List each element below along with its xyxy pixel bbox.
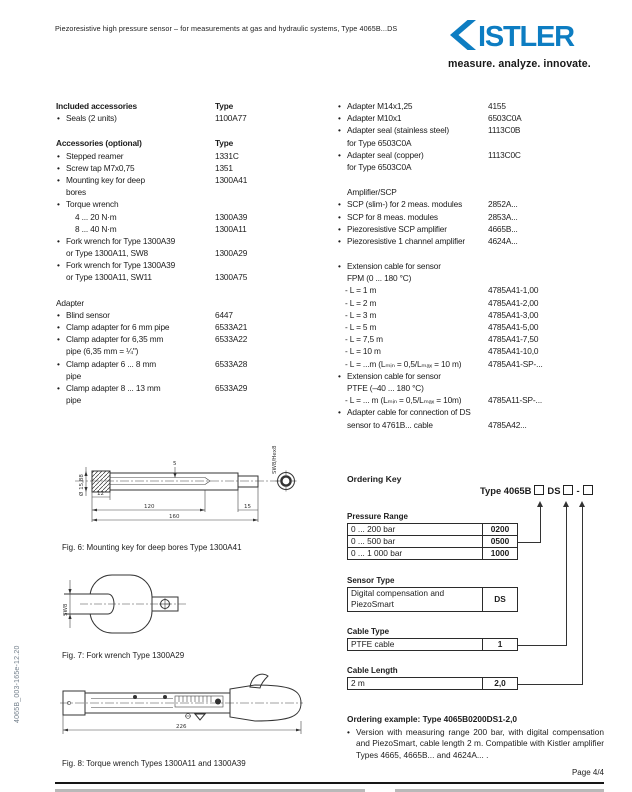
item-text: PTFE (–40 ... 180 °C)	[347, 382, 424, 393]
item-line	[338, 284, 612, 296]
logo-tagline: measure. analyze. innovate.	[448, 58, 591, 70]
type-code: 4624A...	[488, 235, 518, 246]
list-item	[338, 100, 612, 112]
bullet-icon: •	[57, 358, 60, 369]
document-title: Piezoresistive high pressure sensor – for measurements at gas and hydraulic systems, Type 4065B...DS	[55, 24, 398, 33]
ordering-key	[337, 472, 612, 704]
cable-type-group	[347, 627, 547, 651]
figure-6-caption: Fig. 6: Mounting key for deep bores Type 1300A41	[62, 543, 242, 552]
bullet-icon: •	[338, 113, 341, 124]
bullet-icon: •	[57, 382, 60, 393]
item-line	[338, 272, 612, 284]
section-title: Included accessories	[56, 101, 137, 111]
item-line	[55, 211, 320, 223]
footer-fine-print-cropped	[395, 789, 604, 792]
svg-text:SW8: SW8	[63, 603, 69, 616]
item-text: - L = 1 m	[345, 285, 377, 296]
bullet-icon: •	[57, 113, 60, 124]
item-text: Adapter seal (stainless steel)	[347, 125, 450, 136]
item-line	[338, 124, 612, 136]
bullet-icon: •	[57, 235, 60, 246]
cable-length-table	[347, 677, 547, 690]
bullet-icon: •	[57, 150, 60, 161]
type-code: 4155	[488, 101, 506, 111]
type-code: 6533A29	[215, 382, 248, 393]
ordering-type-code-line	[480, 485, 596, 496]
item-line	[55, 186, 320, 198]
item-text: SCP for 8 meas. modules	[347, 211, 438, 222]
item-line	[338, 149, 612, 161]
list-item	[338, 112, 612, 124]
list-item	[55, 223, 320, 235]
list-section	[338, 100, 612, 173]
item-text: Screw tap M7x0,75	[66, 162, 135, 173]
bullet-icon: •	[338, 235, 341, 246]
item-line	[338, 100, 612, 112]
item-text: Adapter seal (copper)	[347, 149, 424, 160]
sensor-type-table	[347, 587, 547, 612]
type-dash: -	[576, 485, 580, 496]
type-code: 2853A...	[488, 211, 518, 222]
type-code: 4665B...	[488, 223, 518, 234]
type-code: 6533A22	[215, 334, 248, 345]
list-item	[338, 211, 612, 223]
type-code: 1300A75	[215, 272, 248, 283]
list-section	[338, 186, 612, 247]
type-code: 2852A...	[488, 199, 518, 210]
item-text: for Type 6503C0A	[347, 161, 412, 172]
type-code: 1300A29	[215, 248, 248, 259]
option-code: 0500	[490, 536, 510, 546]
list-item	[55, 382, 320, 406]
svg-text:Ø 15,88: Ø 15,88	[79, 474, 85, 496]
item-line	[338, 137, 612, 149]
list-item	[55, 211, 320, 223]
option-code: DS	[494, 594, 506, 604]
bullet-icon: •	[338, 125, 341, 136]
item-text: Adapter M10x1	[347, 113, 402, 124]
option-code: 1000	[490, 548, 510, 558]
item-text: Clamp adapter 6 ... 8 mm	[66, 358, 157, 369]
item-line	[55, 382, 320, 394]
option-label: Digital compensation and PiezoSmart	[348, 588, 483, 611]
list-item	[55, 259, 320, 283]
table-row	[347, 587, 518, 612]
item-line	[55, 321, 320, 333]
list-item	[55, 174, 320, 198]
type-code: 1300A39	[215, 211, 248, 222]
item-line	[55, 358, 320, 370]
bullet-icon: •	[347, 726, 350, 737]
item-line	[55, 162, 320, 174]
item-text: bores	[66, 187, 87, 198]
item-line	[338, 345, 612, 357]
type-code: 1113C0B	[488, 125, 521, 136]
item-text: Piezoresistive 1 channel amplifier	[347, 235, 466, 246]
item-line	[338, 333, 612, 345]
fig6-drawing-mounting-key	[55, 434, 297, 526]
item-text: Stepped reamer	[66, 150, 124, 161]
item-text: Extension cable for sensor	[347, 261, 441, 272]
figure-8-caption: Fig. 8: Torque wrench Types 1300A11 and 1300A39	[62, 759, 246, 768]
svg-text:160: 160	[169, 514, 180, 520]
option-code: 0200	[490, 524, 510, 534]
type-column-header: Type	[215, 101, 234, 111]
item-line	[338, 198, 612, 210]
list-section	[338, 260, 612, 431]
bullet-icon: •	[338, 223, 341, 234]
pressure-range-table	[347, 523, 547, 560]
item-line	[338, 112, 612, 124]
bullet-icon: •	[338, 149, 341, 160]
item-line	[338, 235, 612, 247]
item-line	[338, 161, 612, 173]
kistler-logo-text: ISTLER	[478, 21, 574, 51]
item-text: for Type 6503C0A	[347, 137, 412, 148]
item-text: - L = ...m (Lₘᵢₙ = 0,5/Lₘₐₓ = 10 m)	[345, 358, 462, 369]
list-item	[338, 321, 612, 333]
list-item	[338, 309, 612, 321]
item-text: - L = ... m (Lₘᵢₙ = 0,5/Lₘₐₓ = 10m)	[345, 395, 462, 406]
list-item	[338, 235, 612, 247]
bullet-icon: •	[57, 199, 60, 210]
cable-type-placeholder-box	[563, 485, 573, 495]
figure-8	[55, 672, 307, 768]
item-line	[338, 309, 612, 321]
cable-length-placeholder-box	[583, 485, 593, 495]
item-text: Mounting key for deep	[66, 174, 145, 185]
figure-6	[55, 434, 297, 552]
item-text: - L = 5 m	[345, 322, 377, 332]
section-header	[338, 186, 612, 198]
connector-line	[566, 507, 567, 646]
type-code: 1300A41	[215, 174, 248, 185]
ordering-example	[347, 714, 604, 761]
sensor-type-code: DS	[547, 485, 561, 496]
item-line	[338, 321, 612, 333]
item-line	[55, 333, 320, 345]
item-text: Adapter M14x1,25	[347, 101, 413, 111]
item-line	[338, 211, 612, 223]
type-code: 4785A41-3,00	[488, 309, 539, 320]
type-code: 1113C0C	[488, 149, 521, 160]
item-text: - L = 7,5 m	[345, 334, 383, 345]
item-text: Fork wrench for Type 1300A39	[66, 260, 176, 271]
section-header	[55, 137, 320, 149]
list-item	[55, 198, 320, 210]
group-title: Cable Length	[347, 666, 398, 675]
item-line	[55, 309, 320, 321]
svg-text:5: 5	[173, 461, 177, 467]
connector-line	[540, 507, 541, 543]
connector-line	[516, 684, 582, 685]
figure-7-caption: Fig. 7: Fork wrench Type 1300A29	[62, 651, 185, 660]
list-item	[338, 394, 612, 406]
item-text: or Type 1300A11, SW8	[66, 248, 149, 259]
item-text: 4 ... 20 N·m	[75, 211, 117, 222]
type-column-header: Type	[215, 138, 234, 149]
type-code: 1331C	[215, 150, 239, 161]
list-item	[338, 370, 612, 394]
type-code: 6533A21	[215, 322, 248, 332]
document-reference-side-label: 4065B_003-165e-12.20	[14, 645, 21, 723]
item-line	[55, 370, 320, 382]
type-code: 4785A41-SP-...	[488, 358, 543, 369]
list-item	[55, 358, 320, 382]
svg-text:SW8/Hex8: SW8/Hex8	[272, 445, 278, 474]
item-line	[338, 419, 612, 431]
item-line	[55, 198, 320, 210]
item-line	[55, 223, 320, 235]
list-item	[55, 333, 320, 357]
cable-length-group	[347, 666, 547, 690]
bullet-icon: •	[338, 407, 341, 418]
type-code: 4785A41-5,00	[488, 322, 539, 332]
kistler-logo	[448, 19, 602, 51]
list-item	[55, 162, 320, 174]
connector-line	[582, 507, 583, 685]
type-code: 6503C0A	[488, 113, 522, 124]
list-item	[55, 309, 320, 321]
connector-line	[516, 542, 540, 543]
type-code: 4785A41-2,00	[488, 297, 539, 308]
list-item	[338, 149, 612, 173]
type-code: 1100A77	[215, 113, 247, 124]
bullet-icon: •	[338, 101, 341, 111]
item-text: FPM (0 ... 180 °C)	[347, 273, 412, 284]
list-item	[55, 235, 320, 259]
item-line	[338, 394, 612, 406]
connector-line	[516, 645, 566, 646]
item-line	[338, 260, 612, 272]
footer-rule	[55, 782, 604, 784]
fig7-drawing-fork-wrench	[60, 572, 200, 636]
list-item	[55, 112, 320, 124]
list-item	[338, 198, 612, 210]
type-code: 1351	[215, 162, 233, 173]
list-item	[338, 223, 612, 235]
type-code: 4785A41-7,50	[488, 334, 539, 345]
page-number: Page 4/4	[571, 768, 604, 777]
option-label: 0 ... 200 bar	[348, 524, 483, 535]
group-title: Sensor Type	[347, 576, 395, 585]
bullet-icon: •	[57, 260, 60, 271]
list-item	[55, 321, 320, 333]
list-item	[338, 345, 612, 357]
item-line	[55, 271, 320, 283]
type-code: 6447	[215, 309, 233, 320]
item-text: Piezoresistive SCP amplifier	[347, 223, 447, 234]
item-text: Clamp adapter for 6,35 mm	[66, 334, 164, 345]
item-line	[338, 297, 612, 309]
type-code: 4785A11-SP-...	[488, 395, 543, 406]
svg-text:12: 12	[97, 491, 104, 497]
item-text: pipe (6,35 mm = ¼")	[66, 346, 139, 357]
item-text: Extension cable for sensor	[347, 370, 441, 381]
figure-7	[60, 572, 200, 660]
bullet-icon: •	[338, 211, 341, 222]
item-line	[55, 174, 320, 186]
item-text: sensor to 4761B... cable	[347, 419, 433, 430]
option-label: 2 m	[348, 678, 483, 689]
list-item	[338, 333, 612, 345]
type-code: 4785A41-1,00	[488, 285, 539, 296]
item-text: SCP (slim-) for 2 meas. modules	[347, 199, 463, 210]
option-label: 0 ... 1 000 bar	[348, 548, 483, 559]
bullet-icon: •	[338, 199, 341, 210]
pressure-range-placeholder-box	[534, 485, 544, 495]
item-text: - L = 3 m	[345, 309, 377, 320]
list-item	[338, 260, 612, 284]
svg-text:226: 226	[176, 724, 187, 730]
bullet-icon: •	[57, 309, 60, 320]
type-prefix: Type 4065B	[480, 485, 532, 496]
item-text: Seals (2 units)	[66, 113, 117, 124]
item-line	[55, 235, 320, 247]
item-text: Fork wrench for Type 1300A39	[66, 235, 176, 246]
type-code: 1300A11	[215, 223, 247, 234]
bullet-icon: •	[57, 174, 60, 185]
table-row	[347, 547, 518, 560]
list-item	[338, 124, 612, 148]
section-title: Adapter	[56, 297, 85, 308]
left-accessories-column	[55, 100, 320, 419]
item-text: Blind sensor	[66, 309, 110, 320]
sensor-type-group	[347, 576, 547, 612]
list-item	[55, 150, 320, 162]
type-code: 4785A41-10,0	[488, 346, 539, 357]
item-line	[55, 259, 320, 271]
footer-fine-print-cropped	[55, 789, 365, 792]
ordering-key-title: Ordering Key	[347, 474, 402, 484]
kistler-k-icon	[450, 20, 476, 50]
option-label: 0 ... 500 bar	[348, 536, 483, 547]
list-section	[55, 100, 320, 124]
item-line	[338, 358, 612, 370]
svg-text:15: 15	[244, 504, 251, 510]
bullet-icon: •	[57, 322, 60, 332]
item-line	[55, 345, 320, 357]
option-code: 1	[497, 639, 503, 649]
item-text: Clamp adapter 8 ... 13 mm	[66, 382, 161, 393]
group-title: Cable Type	[347, 627, 390, 636]
section-header	[55, 100, 320, 112]
right-accessories-column	[338, 100, 612, 444]
fig8-drawing-torque-wrench	[55, 672, 307, 740]
bullet-icon: •	[338, 370, 341, 381]
list-section	[55, 297, 320, 407]
section-title: Amplifier/SCP	[347, 187, 397, 198]
option-code: 2,0	[494, 678, 506, 688]
bullet-icon: •	[338, 261, 341, 272]
item-text: Torque wrench	[66, 199, 119, 210]
kistler-logo-graphic	[448, 19, 602, 51]
list-item	[338, 284, 612, 296]
bullet-icon: •	[57, 334, 60, 345]
type-code: 6533A28	[215, 358, 248, 369]
item-line	[55, 394, 320, 406]
item-text: or Type 1300A11, SW11	[66, 272, 152, 283]
group-title: Pressure Range	[347, 512, 408, 521]
item-text: 8 ... 40 N·m	[75, 223, 117, 234]
item-text: Adapter cable for connection of DS	[347, 407, 471, 418]
item-text: Clamp adapter for 6 mm pipe	[66, 322, 170, 332]
type-code: 4785A42...	[488, 419, 527, 430]
table-row	[347, 638, 518, 651]
list-item	[338, 358, 612, 370]
item-line	[55, 112, 320, 124]
item-text: - L = 2 m	[345, 297, 377, 308]
item-line	[338, 223, 612, 235]
item-text: pipe	[66, 395, 82, 406]
section-title: Accessories (optional)	[56, 138, 142, 149]
list-item	[338, 297, 612, 309]
svg-text:120: 120	[144, 504, 155, 510]
option-label: PTFE cable	[348, 639, 483, 650]
item-line	[55, 247, 320, 259]
item-line	[55, 150, 320, 162]
item-line	[338, 370, 612, 382]
list-item	[338, 406, 612, 430]
bullet-icon: •	[57, 162, 60, 173]
list-section	[55, 137, 320, 283]
ordering-example-title: Ordering example: Type 4065B0200DS1-2,0	[347, 714, 518, 724]
item-text: - L = 10 m	[345, 346, 381, 357]
section-header	[55, 297, 320, 309]
cable-type-table	[347, 638, 547, 651]
item-text: pipe	[66, 370, 82, 381]
item-line	[338, 406, 612, 418]
pressure-range-group	[347, 512, 547, 560]
ordering-example-text: • Version with measuring range 200 bar, with digital compensation and PiezoSmart, cable length 2 m. Compatible with Kistler amplifier Types 4665, 4665B... and 4624A... .	[347, 726, 604, 760]
table-row	[347, 677, 518, 690]
item-line	[338, 382, 612, 394]
